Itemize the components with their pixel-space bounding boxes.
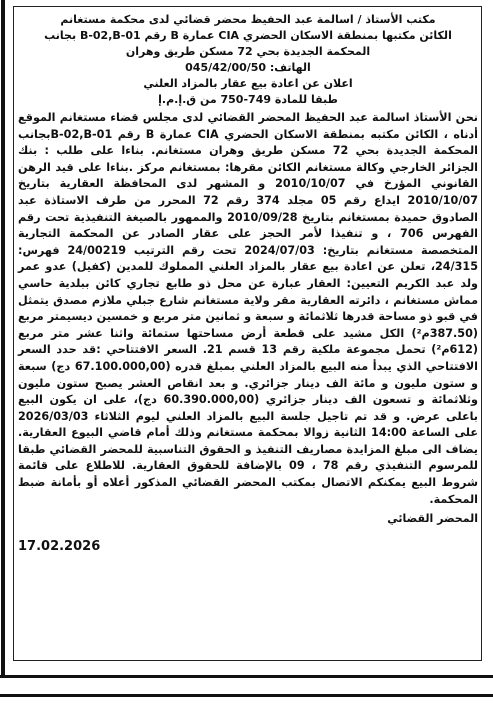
notice-date: 17.02.2026 bbox=[18, 539, 101, 555]
header-location-line: المحكمة الجديدة بحي 72 مسكن طريق وهران bbox=[125, 45, 371, 58]
notice-body: نحن الأستاذ اسالمة عبد الحفيظ المحضر القضائي لدى مجلس قضاء مستغانم الموقع أدناه ، الكائن مكتبه بمنطقة الاسكان الحضري CIA عمارة B رقم B-02,B-01بجانب المحكمة الجديدة بحي 72 مسكن طريق وهران مستغانم. بناءا على طلب : بنك الجزائر الخارجي وكالة مستغانم الكائن مقرها: بمستغانم مركز .بناءا على قيد الرهن القانوني المؤرخ في 2010/10/07 و المشهر لدى المحافظة العقارية بتاريخ 2010/10/07 ايداع رقم 05 مجلد 374 رقم 72 المحرر من طرف الاستاذة عبد الصادوق حميدة بمستغانم بتاريخ 2010/09/28 والممهور بالصيغة التنفيذية تحت رقم الفهرس 706 ، و تنفيذا لأمر الحجز على عقار الصادر عن المحكمة التجارية المتخصصة مستغانم بتاريخ: 2024/07/03 تحت رقم الترتيب 24/00219 فهرس: 24/315، تعلن عن اعادة بيع عقار بالمزاد العلني المملوك للمدين (كفيل) عدو عمر ولد عبد الكريم التعيين: العقار عبارة عن محل ذو طابع تجاري كائن ببلدية حاسي مماش مستغانم ، دائرته العقارية مقر ولاية مستغانم شارع جبلي ملازم مصدق يتمثل في قبو ذو مساحة قدرها ثلاثمائة و سبعة و ثمانين متر مربع و خمسين ديسيمتر مربع (387.50م²) الكل مشيد على قطعة أرض مساحتها ستمائة واثنا عشر متر مربع (612م²) تحمل مجموعة ملكية رقم 13 قسم 21. السعر الافتتاحي :قد حدد السعر الافتتاحي الذي يبدأ منه البيع بالمزاد العلني بمبلغ قدره (67.100.000,00 دج) سبعة و ستون مليون و مائة الف دينار جزائري. و بعد انقاص العشر يصبح ستون مليون وثلاثمائة و تسعون الف دينار جزائري (60.390.000,00 دج)، على ان يكون البيع باعلى عرض. و قد تم تاجيل جلسة البيع بالمزاد العلني ليوم الثلاثاء 2026/03/03 على الساعة 14:00 الثانية زوالا بمحكمة مستغانم وذلك أمام قاضي البيوع العقارية. يضاف الى مبلغ المزايدة مصاريف التنفيذ و الحقوق التناسبية للمحضر القضائي طبقا للمرسوم التنفيذي رقم 78 ، 09 بالإضافة للحقوق العقارية. للاطلاع على قائمة شروط البيع يمكنكم الاتصال بمكتب المحضر القضائي المذكور أعلاه أو بأمانة ضبط المحكمة. bbox=[18, 111, 479, 506]
separator-rule-bottom bbox=[0, 694, 493, 697]
notice-content bbox=[18, 12, 478, 557]
signature-label: المحضر القضائي bbox=[387, 512, 478, 526]
notice-title: اعلان عن اعادة بيع عقار بالمزاد العلني bbox=[143, 77, 353, 90]
left-column-rule bbox=[1, 0, 5, 675]
header-address-line: الكائن مكتبها بمنطقة الاسكان الحضري CIA عمارة B رقم B-02,B-01 بجانب bbox=[44, 29, 452, 42]
separator-rule-top bbox=[0, 675, 493, 678]
notice-subtitle: طبقا للمادة 749-750 من ق.إ.م.إ bbox=[158, 93, 338, 106]
header-phone: الهاتف: 045/42/00/50 bbox=[185, 61, 311, 74]
header-office-line: مكتب الأستاذ / اسالمة عبد الحفيظ محضر قضائي لدى محكمة مستغانم bbox=[60, 13, 436, 26]
notice-header bbox=[18, 12, 478, 108]
